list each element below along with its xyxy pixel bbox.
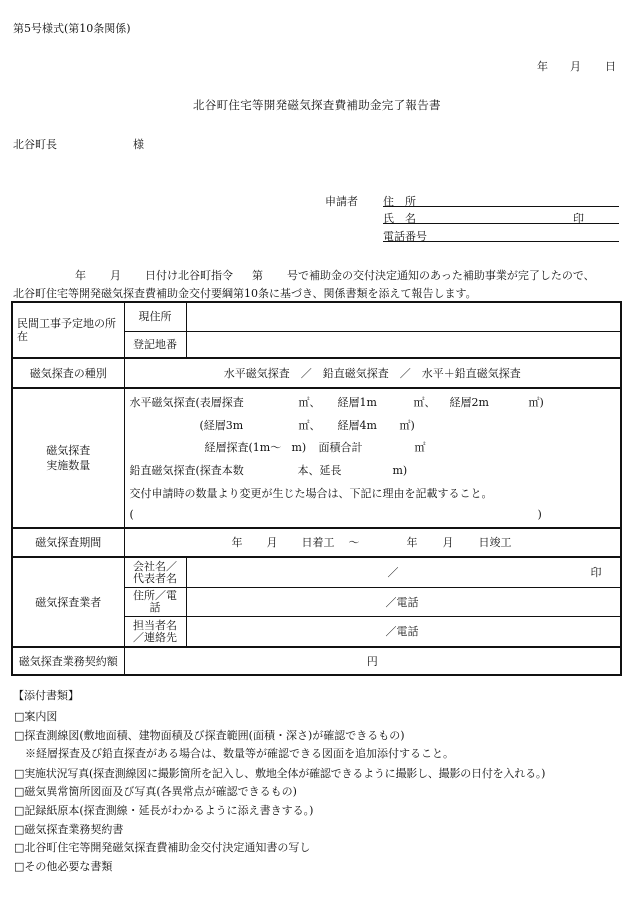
site-label: 民間工事予定地の所在 [17, 317, 116, 343]
period-end-month: 月 [442, 536, 454, 549]
body-dated-directive: 日付け北谷町指令 [145, 269, 233, 282]
company-slash: ／ [387, 566, 399, 579]
applicant-name-label: 氏 名 [383, 212, 416, 225]
registered-lot-value[interactable] [186, 331, 621, 358]
applicant-address-label: 住 所 [383, 195, 416, 208]
type-options[interactable]: 水平磁気探査 ／ 鉛直磁気探査 ／ 水平＋鉛直磁気探査 [124, 358, 621, 388]
qty-layer-1m: 経層1m [337, 396, 377, 409]
period-value-cell[interactable] [124, 528, 621, 557]
attachment-item[interactable]: □北谷町住宅等開発磁気探査費補助金交付決定通知書の写し [14, 841, 311, 854]
qty-unit-1: ㎡、 [298, 396, 321, 409]
current-address-label: 現住所 [124, 302, 186, 331]
date-month: 月 [570, 60, 581, 73]
attachment-item[interactable]: □その他必要な書類 [14, 860, 113, 873]
company-label-2: 代表者名 [133, 571, 177, 585]
qty-unit-6: ㎡ [414, 441, 426, 454]
applicant-phone-field[interactable] [383, 228, 619, 242]
person-label-2: ／連絡先 [133, 630, 177, 644]
qty-layer-4m: 経層4m [337, 419, 377, 432]
qty-vertical-m: m) [392, 464, 408, 477]
body-line2: 北谷町住宅等開発磁気探査費補助金交付要綱第10条に基づき、関係書類を添えて報告します。 [13, 287, 477, 300]
qty-unit-3: ㎡) [528, 396, 544, 409]
company-label-cell [124, 557, 186, 588]
period-start-year: 年 [231, 536, 243, 549]
attachment-item[interactable]: □案内図 [14, 710, 58, 723]
quantity-label-cell [12, 388, 124, 528]
current-address-value[interactable] [186, 302, 621, 331]
qty-layer-3m: (経層3m [199, 419, 244, 432]
qty-vertical: 鉛直磁気探査(探査本数 [129, 464, 244, 477]
contractor-address-label-1: 住所／電 [133, 589, 177, 602]
form-number: 第5号様式(第10条関係) [13, 22, 131, 35]
attachment-item[interactable]: □磁気異常箇所図面及び写真(各異常点が確認できるもの) [14, 785, 297, 798]
attachment-item[interactable]: □記録紙原本(探査測線・延長がわかるように添え書きする。) [14, 804, 314, 817]
qty-paren-close: ) [537, 508, 542, 521]
document-title: 北谷町住宅等開発磁気探査費補助金完了報告書 [193, 98, 441, 112]
qty-unit-2: ㎡、 [413, 396, 436, 409]
attachment-item[interactable]: □磁気探査業務契約書 [14, 823, 124, 836]
qty-change-note: 交付申請時の数量より変更が生じた場合は、下記に理由を記載すること。 [129, 487, 493, 500]
person-label-1: 担当者名 [133, 618, 177, 632]
attachment-note: ※経層探査及び鉛直探査がある場合は、数量等が確認できる図面を追加添付すること。 [14, 747, 454, 760]
body-month: 月 [110, 269, 121, 282]
amount-value[interactable]: 円 [124, 647, 621, 675]
applicant-seal: 印 [573, 212, 584, 225]
company-seal: 印 [590, 566, 602, 579]
body-year: 年 [75, 269, 86, 282]
contractor-address-label-2: 話 [149, 601, 161, 614]
quantity-value-cell[interactable] [124, 388, 621, 528]
qty-layer-survey: 経層探査(1m～ [204, 441, 282, 454]
body-directive-no: 第 [252, 269, 263, 282]
person-phone: ／電話 [385, 625, 419, 638]
qty-layer-2m: 経層2m [449, 396, 489, 409]
applicant-label: 申請者 [325, 195, 358, 208]
report-table [11, 301, 622, 676]
contractor-address-phone: ／電話 [385, 596, 419, 609]
period-label: 磁気探査期間 [12, 528, 124, 557]
qty-unit-4: ㎡、 [298, 419, 321, 432]
qty-horizontal-surface: 水平磁気探査(表層探査 [129, 396, 244, 409]
period-tilde: ～ [348, 536, 360, 549]
body-line1-rest: 号で補助金の交付決定通知のあった補助事業が完了したので、 [287, 269, 595, 282]
quantity-label-2: 実施数量 [46, 459, 91, 472]
registered-lot-label: 登記地番 [124, 331, 186, 358]
period-start-day: 日着工 [301, 536, 335, 549]
contractor-label: 磁気探査業者 [12, 557, 124, 647]
site-label-cell [12, 302, 124, 358]
applicant-name-field[interactable] [383, 210, 619, 224]
attachments-heading: 【添付書類】 [13, 689, 79, 702]
quantity-label-1: 磁気探査 [46, 444, 91, 457]
date-year: 年 [537, 60, 548, 73]
applicant-phone-label: 電話番号 [383, 230, 427, 243]
qty-vertical-length: 本、延長 [297, 464, 342, 477]
contractor-address-label-cell [124, 588, 186, 617]
addressee: 北谷町長 [13, 138, 57, 151]
person-value-cell[interactable] [186, 617, 621, 648]
applicant-address-field[interactable] [383, 193, 619, 207]
qty-paren-open: ( [129, 508, 134, 521]
honorific: 様 [133, 138, 144, 151]
company-value-cell[interactable] [186, 557, 621, 588]
qty-layer-m: m) [291, 441, 307, 454]
contractor-address-value-cell[interactable] [186, 588, 621, 617]
attachment-item[interactable]: □実施状況写真(探査測線図に撮影箇所を記入し、敷地全体が確認できるように撮影し、撮影の日付を入れる。) [14, 767, 546, 780]
period-end-year: 年 [406, 536, 418, 549]
qty-area-total: 面積合計 [318, 441, 363, 454]
qty-unit-5: ㎡) [399, 419, 415, 432]
person-label-cell [124, 617, 186, 648]
period-end-day: 日竣工 [478, 536, 512, 549]
attachment-item[interactable]: □探査測線図(敷地面積、建物面積及び探査範囲(面積・深さ)が確認できるもの) [14, 729, 405, 742]
amount-label: 磁気探査業務契約額 [12, 647, 124, 675]
company-label-1: 会社名／ [133, 559, 177, 573]
type-label: 磁気探査の種別 [12, 358, 124, 388]
date-day: 日 [605, 60, 616, 73]
period-start-month: 月 [266, 536, 278, 549]
